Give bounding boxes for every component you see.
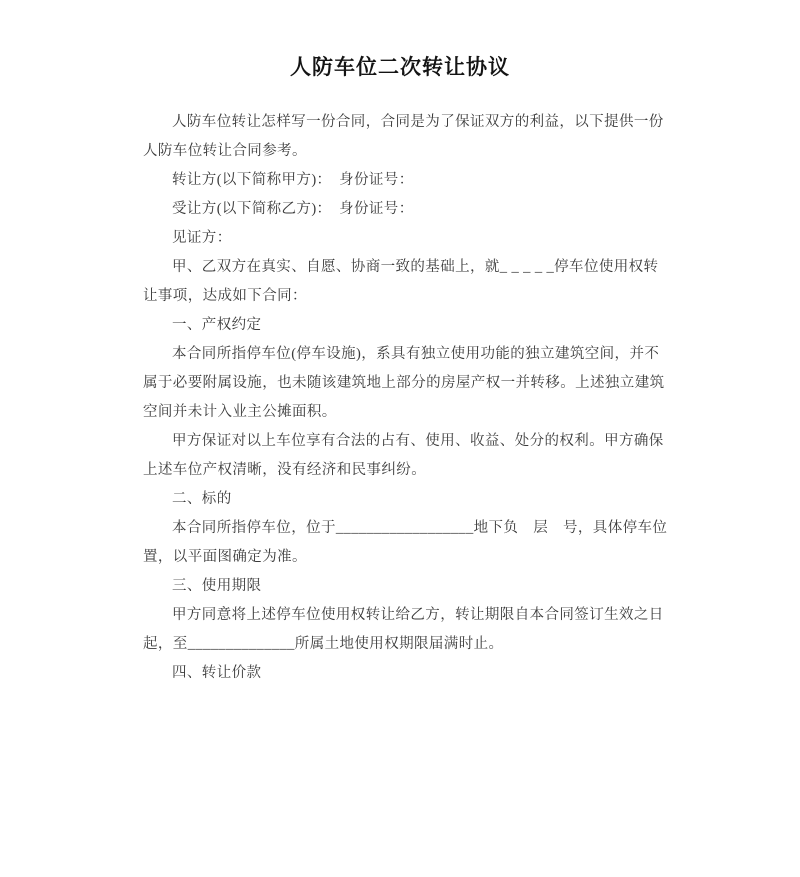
document-line: 空间并未计入业主公摊面积。 — [143, 404, 337, 420]
document-line: 三、使用期限 — [172, 578, 262, 594]
document-line: 人防车位转让怎样写一份合同，合同是为了保证双方的利益，以下提供一份 — [172, 114, 664, 130]
document-line: 四、转让价款 — [172, 665, 262, 681]
document-line: 本合同所指停车位，位于__________________地下负 层 号，具体停车位 — [172, 520, 668, 536]
document-line: 受让方(以下简称乙方)： 身份证号： — [172, 201, 414, 217]
document-line: 二、标的 — [172, 491, 232, 507]
document-line: 人防车位转让合同参考。 — [143, 143, 307, 159]
document-line: 属于必要附属设施，也未随该建筑地上部分的房屋产权一并转移。上述独立建筑 — [143, 375, 665, 391]
document-line: 转让方(以下简称甲方)： 身份证号： — [172, 172, 414, 188]
document-line: 置，以平面图确定为准。 — [143, 549, 307, 565]
document-line: 起，至______________所属土地使用权期限届满时止。 — [143, 636, 504, 652]
document-line: 本合同所指停车位(停车设施)，系具有独立使用功能的独立建筑空间，并不 — [172, 346, 660, 362]
document-line: 甲、乙双方在真实、自愿、协商一致的基础上，就_ _ _ _ _停车位使用权转 — [172, 259, 659, 275]
page-title: 人防车位二次转让协议 — [290, 55, 510, 79]
document-line: 让事项，达成如下合同： — [143, 288, 307, 304]
document-body — [143, 108, 668, 688]
document-line: 上述车位产权清晰，没有经济和民事纠纷。 — [143, 462, 427, 478]
document-line: 甲方保证对以上车位享有合法的占有、使用、收益、处分的权利。甲方确保 — [172, 433, 664, 449]
document-line: 甲方同意将上述停车位使用权转让给乙方，转让期限自本合同签订生效之日 — [172, 607, 664, 623]
document-line: 见证方： — [172, 230, 232, 246]
document-line: 一、产权约定 — [172, 317, 262, 333]
